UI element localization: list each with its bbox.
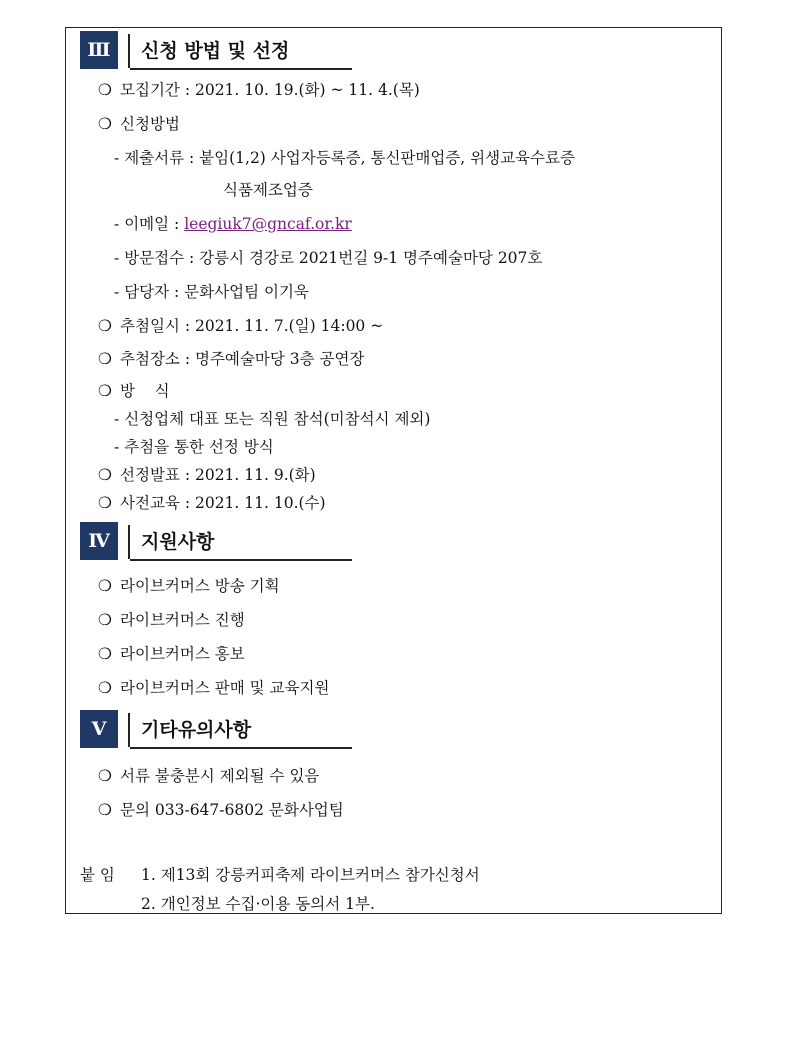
apply-email: - 이메일 : leegiuk7@gncaf.or.kr (114, 215, 352, 233)
support-item: ❍ 라이브커머스 진행 (98, 611, 245, 629)
bullet-icon: ❍ (98, 577, 112, 595)
manner-item-2: - 추첨을 통한 선정 방식 (114, 438, 274, 456)
bullet-icon: ❍ (98, 115, 112, 133)
apply-docs: - 제출서류 : 붙임(1,2) 사업자등록증, 통신판매업증, 위생교육수료증 (114, 149, 575, 167)
apply-period: ❍ 모집기간 : 2021. 10. 19.(화) ~ 11. 4.(목) (98, 81, 420, 99)
apply-docs-cont: 식품제조업증 (223, 181, 313, 199)
section-number: Ⅳ (80, 522, 118, 560)
bullet-icon: ❍ (98, 679, 112, 697)
support-item: ❍ 라이브커머스 판매 및 교육지원 (98, 679, 330, 697)
bullet-icon: ❍ (98, 317, 112, 335)
attachment-label: 붙 임 (80, 866, 115, 884)
section-divider (128, 34, 130, 68)
section-underline (130, 559, 352, 561)
section-number: Ⅲ (80, 31, 118, 69)
bullet-icon: ❍ (98, 466, 112, 484)
draw-manner: ❍ 방 식 (98, 382, 170, 400)
support-item: ❍ 라이브커머스 홍보 (98, 645, 245, 663)
attachment-item-1: 1. 제13회 강릉커피축제 라이브커머스 참가신청서 (141, 866, 480, 884)
apply-visit: - 방문접수 : 강릉시 경강로 2021번길 9-1 명주예술마당 207호 (114, 249, 543, 267)
support-item: ❍ 라이브커머스 방송 기획 (98, 577, 280, 595)
announce: ❍ 선정발표 : 2021. 11. 9.(화) (98, 466, 316, 484)
draw-place: ❍ 추첨장소 : 명주예술마당 3층 공연장 (98, 350, 365, 368)
section-underline (130, 68, 352, 70)
bullet-icon: ❍ (98, 81, 112, 99)
draw-date: ❍ 추첨일시 : 2021. 11. 7.(일) 14:00 ~ (98, 317, 384, 335)
bullet-icon: ❍ (98, 611, 112, 629)
apply-method: ❍ 신청방법 (98, 115, 180, 133)
bullet-icon: ❍ (98, 767, 112, 785)
section-title: 기타유의사항 (141, 719, 252, 741)
email-link[interactable]: leegiuk7@gncaf.or.kr (184, 215, 352, 233)
section-divider (128, 525, 130, 559)
attachment-item-2: 2. 개인정보 수집·이용 동의서 1부. (141, 895, 375, 913)
manner-item-1: - 신청업체 대표 또는 직원 참석(미참석시 제외) (114, 410, 431, 428)
training: ❍ 사전교육 : 2021. 11. 10.(수) (98, 494, 326, 512)
bullet-icon: ❍ (98, 494, 112, 512)
section-title: 지원사항 (141, 531, 215, 553)
section-divider (128, 713, 130, 747)
bullet-icon: ❍ (98, 350, 112, 368)
note-item: ❍ 문의 033-647-6802 문화사업팀 (98, 801, 344, 819)
section-number: Ⅴ (80, 710, 118, 748)
section-title: 신청 방법 및 선정 (141, 40, 290, 62)
section-underline (130, 747, 352, 749)
bullet-icon: ❍ (98, 382, 112, 400)
note-item: ❍ 서류 불충분시 제외될 수 있음 (98, 767, 320, 785)
bullet-icon: ❍ (98, 801, 112, 819)
bullet-icon: ❍ (98, 645, 112, 663)
apply-manager: - 담당자 : 문화사업팀 이기욱 (114, 283, 309, 301)
